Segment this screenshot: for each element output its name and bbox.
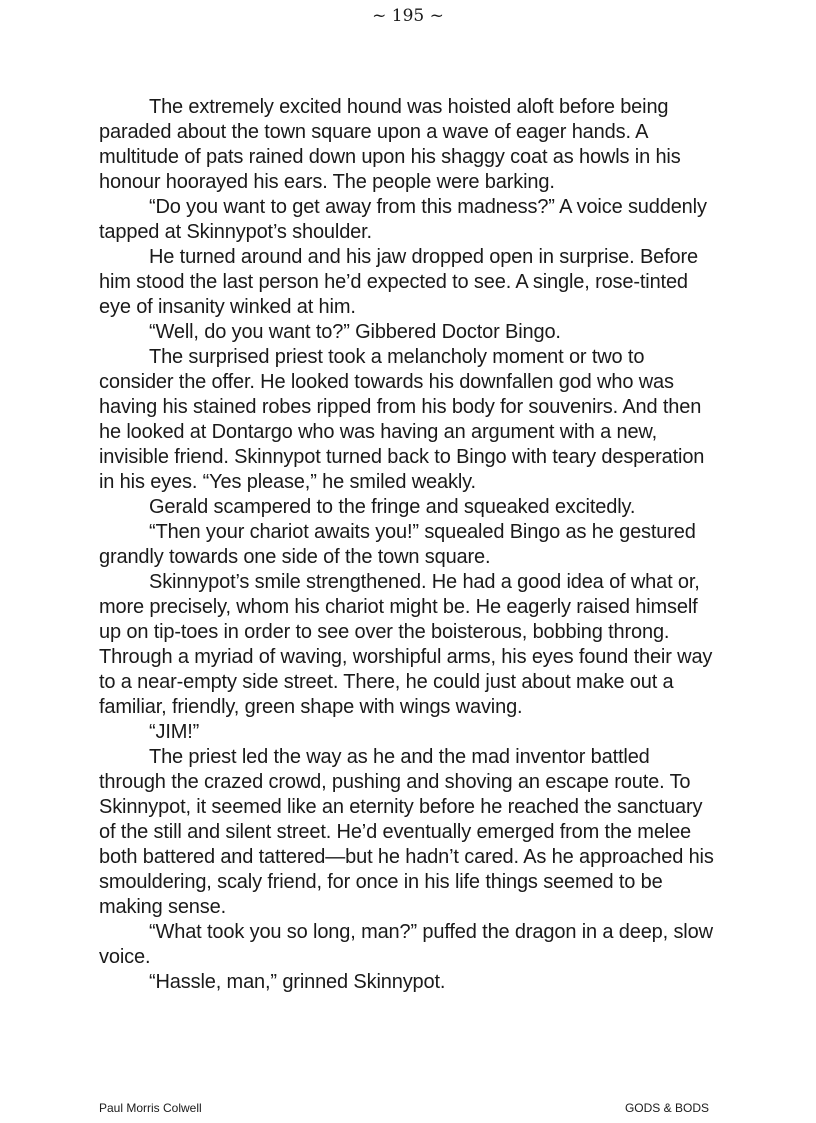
paragraph: “Then your chariot awaits you!” squealed Bingo as he gestured grandly towards one side of the town square. — [99, 521, 696, 568]
paragraph: “Hassle, man,” grinned Skinnypot. — [149, 971, 446, 993]
body-text — [99, 95, 719, 995]
paragraph: The surprised priest took a melancholy moment or two to consider the offer. He looked towards his downfallen god who was having his stained robes ripped from his body for souvenirs. And then he looked at Dontargo who was having an argument with a new, invisible friend. Skinnypot turned back to Bingo with teary desperation in his eyes. “Yes please,” he smiled weakly. — [99, 346, 705, 493]
paragraph: “What took you so long, man?” puffed the dragon in a deep, slow voice. — [99, 921, 713, 968]
page-number: ~ 195 ~ — [372, 6, 444, 26]
paragraph: “Do you want to get away from this madness?” A voice suddenly tapped at Skinnypot’s shoulder. — [99, 196, 707, 243]
paragraph: He turned around and his jaw dropped open in surprise. Before him stood the last person he’d expected to see. A single, rose-tinted eye of insanity winked at him. — [99, 246, 698, 318]
paragraph: “Well, do you want to?” Gibbered Doctor Bingo. — [149, 321, 561, 343]
footer-author: Paul Morris Colwell — [99, 1101, 202, 1115]
footer-book-title: GODS & BODS — [624, 1101, 709, 1115]
paragraph: The extremely excited hound was hoisted aloft before being paraded about the town square upon a wave of eager hands. A multitude of pats rained down upon his shaggy coat as howls in his honour hoorayed his ears. The people were barking. — [99, 96, 681, 193]
paragraph: The priest led the way as he and the mad inventor battled through the crazed crowd, pushing and shoving an escape route. To Skinnypot, it seemed like an eternity before he reached the sanctuary of the still and silent street. He’d eventually emerged from the melee both battered and tattered—but he hadn’t cared. As he approached his smouldering, scaly friend, for once in his life things seemed to be making sense. — [99, 746, 714, 918]
paragraph: Skinnypot’s smile strengthened. He had a good idea of what or, more precisely, whom his chariot might be. He eagerly raised himself up on tip-toes in order to see over the boisterous, bobbing throng. Through a myriad of waving, worshipful arms, his eyes found their way to a near-empty side street. There, he could just about make out a familiar, friendly, green shape with wings waving. — [99, 571, 713, 718]
paragraph: Gerald scampered to the fringe and squeaked excitedly. — [149, 496, 636, 518]
paragraph: “JIM!” — [149, 721, 200, 743]
